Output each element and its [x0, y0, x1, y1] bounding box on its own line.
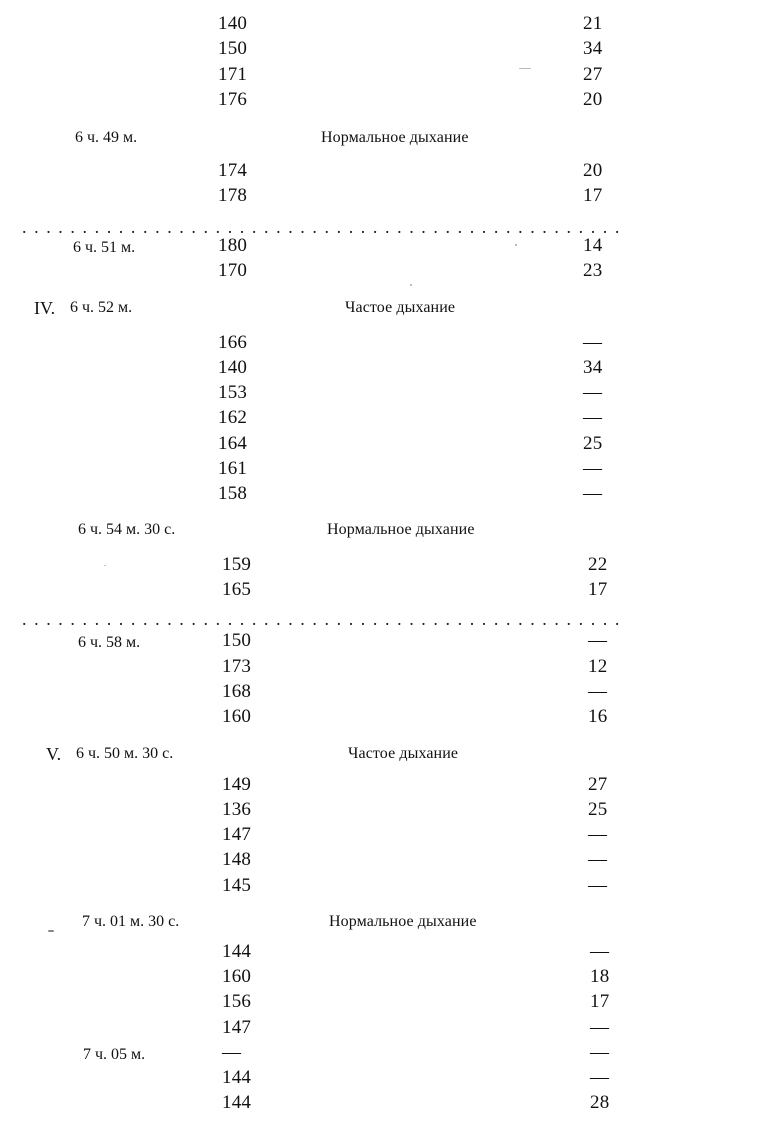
value-col-1: 158 — [218, 483, 248, 504]
time-label: 6 ч. 50 м. 30 с. — [76, 745, 174, 762]
breathing-mode-label: Частое дыхание — [348, 745, 459, 762]
time-label: 7 ч. 01 м. 30 с. — [82, 913, 180, 930]
table-row — [0, 1091, 760, 1117]
table-row — [0, 940, 760, 966]
section-number — [34, 297, 55, 321]
value-col-1: 159 — [222, 554, 252, 575]
value-col-2: 21 — [583, 13, 603, 34]
table-row — [0, 482, 760, 508]
value-col-2: — — [590, 1017, 610, 1038]
section-heading — [0, 297, 760, 321]
table-row — [0, 159, 760, 185]
time-label: 6 ч. 49 м. — [75, 129, 138, 146]
table-row — [0, 705, 760, 731]
value-col-1: 144 — [222, 1092, 252, 1113]
table-row — [0, 773, 760, 799]
scan-speck — [104, 565, 106, 566]
table-row — [0, 457, 760, 483]
value-col-2: — — [590, 1067, 610, 1088]
table-row — [0, 184, 760, 210]
value-col-1: 160 — [222, 706, 252, 727]
roman-numeral: IV. — [34, 298, 56, 318]
value-col-2: — — [588, 681, 608, 702]
scan-speck — [48, 930, 54, 932]
table-row — [0, 331, 760, 357]
value-col-2: — — [583, 382, 603, 403]
value-col-1: 140 — [218, 13, 248, 34]
table-row — [0, 88, 760, 114]
value-col-1: 160 — [222, 966, 252, 987]
table-row — [0, 798, 760, 824]
table-row — [0, 1041, 760, 1067]
value-col-1: 174 — [218, 160, 248, 181]
table-row — [0, 432, 760, 458]
section-heading — [0, 743, 760, 767]
breathing-mode-label: Частое дыхание — [345, 299, 456, 316]
table-row — [0, 234, 760, 260]
time-label: 6 ч. 54 м. 30 с. — [78, 521, 176, 538]
value-col-1: 149 — [222, 774, 252, 795]
value-col-1: 136 — [222, 799, 252, 820]
value-col-1: 148 — [222, 849, 252, 870]
section-number — [46, 743, 61, 767]
dotted-separator: .................................................. — [22, 609, 627, 629]
value-col-2: — — [583, 407, 603, 428]
value-col-2: 16 — [588, 706, 608, 727]
table-row — [0, 12, 760, 38]
section-heading — [0, 911, 760, 935]
table-row — [0, 965, 760, 991]
value-col-1: 150 — [218, 38, 248, 59]
roman-numeral: V. — [46, 744, 62, 764]
time-label: 6 ч. 58 м. — [78, 634, 141, 651]
value-col-2: — — [590, 941, 610, 962]
value-col-2: 14 — [583, 235, 603, 256]
time-label: 6 ч. 52 м. — [70, 299, 133, 316]
value-col-1: 162 — [218, 407, 248, 428]
table-row — [0, 553, 760, 579]
value-col-2: 34 — [583, 38, 603, 59]
value-col-2: 12 — [588, 656, 608, 677]
table-row — [0, 823, 760, 849]
value-col-1: 170 — [218, 260, 248, 281]
value-col-1: 150 — [222, 630, 252, 651]
table-row — [0, 406, 760, 432]
time-label: 7 ч. 05 м. — [83, 1046, 146, 1063]
value-col-1: 140 — [218, 357, 248, 378]
value-col-2: — — [590, 1042, 610, 1063]
value-col-1: 171 — [218, 64, 248, 85]
value-col-2: 27 — [583, 64, 603, 85]
value-col-1: 168 — [222, 681, 252, 702]
value-col-2: — — [583, 483, 603, 504]
value-col-1: — — [222, 1042, 242, 1063]
value-col-1: 176 — [218, 89, 248, 110]
value-col-1: 173 — [222, 656, 252, 677]
table-row — [0, 259, 760, 285]
breathing-mode-label: Нормальное дыхание — [327, 521, 475, 538]
table-row — [0, 1016, 760, 1042]
value-col-2: 20 — [583, 89, 603, 110]
value-col-2: 17 — [583, 185, 603, 206]
table-row — [0, 381, 760, 407]
value-col-2: — — [583, 332, 603, 353]
value-col-2: 17 — [588, 579, 608, 600]
dotted-separator: .................................................. — [22, 217, 627, 237]
value-col-1: 153 — [218, 382, 248, 403]
value-col-1: 156 — [222, 991, 252, 1012]
breathing-mode-label: Нормальное дыхание — [321, 129, 469, 146]
table-row — [0, 1066, 760, 1092]
value-col-2: 25 — [588, 799, 608, 820]
value-col-2: 17 — [590, 991, 610, 1012]
value-col-1: 144 — [222, 941, 252, 962]
table-row — [0, 874, 760, 900]
section-heading — [0, 127, 760, 151]
table-row — [0, 680, 760, 706]
value-col-1: 166 — [218, 332, 248, 353]
value-col-2: — — [588, 824, 608, 845]
section-heading — [0, 519, 760, 543]
value-col-2: 20 — [583, 160, 603, 181]
scan-speck — [519, 68, 531, 69]
value-col-1: 161 — [218, 458, 248, 479]
table-row — [0, 356, 760, 382]
value-col-1: 180 — [218, 235, 248, 256]
time-label: 6 ч. 51 м. — [73, 239, 136, 256]
value-col-2: 34 — [583, 357, 603, 378]
value-col-1: 144 — [222, 1067, 252, 1088]
scan-speck — [410, 284, 412, 286]
table-row — [0, 63, 760, 89]
value-col-2: 22 — [588, 554, 608, 575]
value-col-2: — — [588, 630, 608, 651]
table-row — [0, 655, 760, 681]
value-col-2: — — [588, 875, 608, 896]
value-col-2: 27 — [588, 774, 608, 795]
value-col-1: 164 — [218, 433, 248, 454]
value-col-2: 23 — [583, 260, 603, 281]
table-row — [0, 990, 760, 1016]
value-col-2: 18 — [590, 966, 610, 987]
value-col-2: — — [583, 458, 603, 479]
table-row — [0, 629, 760, 655]
value-col-2: 28 — [590, 1092, 610, 1113]
table-row — [0, 578, 760, 604]
value-col-2: 25 — [583, 433, 603, 454]
value-col-2: — — [588, 849, 608, 870]
table-row — [0, 37, 760, 63]
scan-speck — [515, 244, 517, 246]
value-col-1: 178 — [218, 185, 248, 206]
value-col-1: 145 — [222, 875, 252, 896]
table-row — [0, 848, 760, 874]
value-col-1: 147 — [222, 824, 252, 845]
value-col-1: 147 — [222, 1017, 252, 1038]
breathing-mode-label: Нормальное дыхание — [329, 913, 477, 930]
value-col-1: 165 — [222, 579, 252, 600]
